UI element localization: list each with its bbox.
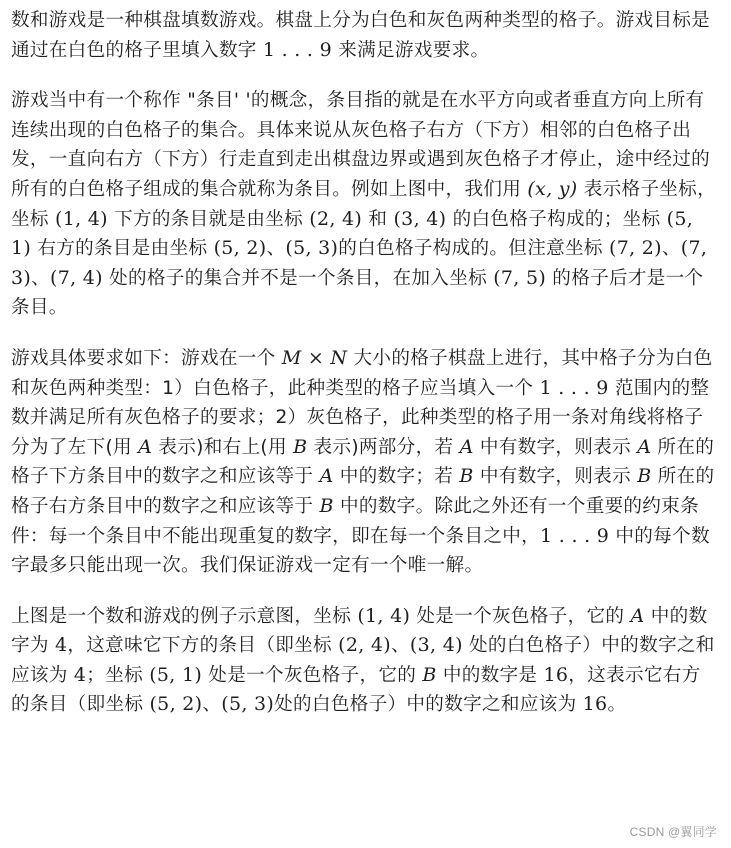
text-span: 所在的格子右方条目中的数字之和应该等于 [11,466,715,517]
text-span: 处的白色格子）中的数字之和应该为 [11,635,715,686]
text-span: 中的数字是 [436,664,544,686]
text-span: 中的数字。除此之外还有一个重要的约束条件：每一个条目中不能出现重复的数字，即在每一个条目之中， [11,495,699,547]
math-span: 1 . . . 9 [540,524,610,547]
math-span: M × N [281,346,348,369]
text-span: 数和游戏是一种棋盘填数游戏。棋盘上分为白色和灰色两种类型的格子。游戏目标是通过在白色的格子里填入数字 [11,10,711,61]
math-span: B [319,494,334,517]
math-span: (5, 1) [11,207,694,260]
text-span: 右方的条目是由坐标 [31,238,214,260]
text-span: 中有数字，则表示 [473,466,638,488]
math-span: B [293,435,308,458]
text-span: 中有数字，则表示 [473,436,638,458]
math-span: B [637,465,652,488]
text-span: 中的每个数字最多只能出现一次。我们保证游戏一定有一个唯一解。 [11,525,710,577]
text-span: 处的格子的集合并不是一个条目，在加入坐标 [102,267,494,289]
text-span: 中的数字为 [11,605,708,657]
paragraph-intro [11,6,719,65]
text-span: 中的数字；若 [333,466,460,488]
math-span: B [422,663,437,686]
math-span: (5, 1) [149,663,203,686]
math-span: (7, 3) [11,237,708,289]
text-span: 、 [391,635,410,657]
math-span: (7, 2) [609,237,662,260]
math-span: A [138,435,153,458]
math-span: (5, 3) [221,693,275,716]
text-span: 、 [661,238,681,260]
math-span: (7, 4) [50,266,103,289]
text-span: 表示)和右上(用 [152,436,294,458]
math-span: 4 [73,663,87,686]
text-span: ；坐标 [86,664,150,686]
text-span: 、 [202,694,222,716]
math-span: A [459,435,474,458]
csdn-watermark: CSDN @翼同学 [629,825,717,839]
text-span: ，这表示它右方的条目（即坐标 [11,664,701,716]
text-span: 的格子后才是一个条目。 [11,267,704,319]
math-span: 16 [543,663,569,686]
math-span: (1, 4) [55,207,108,230]
math-span: (5, 2) [213,237,267,260]
text-span: 、 [266,238,286,260]
text-span: 的白色格子构成的；坐标 [446,208,667,230]
text-span: 表示)两部分，若 [307,436,460,458]
text-span: 处的白色格子）中的数字之和应该为 [274,694,583,716]
text-span: 表示格子坐标，坐标 [11,178,716,230]
math-span: B [459,465,474,488]
text-span: 大小的格子棋盘上进行，其中格子分为白色和灰色两种类型：1）白色格子，此种类型的格子应当填入一个 [11,347,713,399]
math-span: (x, y) [527,177,578,200]
text-span: 范围内的整数并满足所有灰色格子的要求；2）灰色格子，此种类型的格子用一条对角线将格子分为了左下(用 [11,377,710,458]
text-span: 游戏具体要求如下：游戏在一个 [11,347,282,369]
text-span: 、 [31,267,51,289]
math-span: 1 . . . 9 [539,376,609,399]
text-span: 。 [607,694,627,716]
text-span: 处是一个灰色格子，它的 [410,605,631,627]
math-span: (1, 4) [357,604,411,627]
text-span: 来满足游戏要求。 [332,39,490,61]
math-span: A [319,465,334,488]
math-span: 4 [55,634,68,657]
math-span: (2, 4) [309,207,363,230]
paragraph-rules [11,344,719,581]
text-span: 的白色格子构成的。但注意坐标 [338,238,609,260]
math-span: (5, 3) [285,237,339,260]
text-span: 所在的格子下方条目中的数字之和应该等于 [11,436,715,488]
text-span: ，这意味它下方的条目（即坐标 [67,635,339,657]
text-span: 处是一个灰色格子，它的 [202,664,423,686]
math-span: 16 [582,693,608,716]
text-span: 游戏当中有一个称作 "条目' '的概念，条目指的就是在水平方向或者垂直方向上所有连续出现的白色格子的集合。具体来说从灰色格子右方（下方）相邻的白色格子出发，一直向右方（下方）行走直到走出棋盘边界或遇到灰色格子才停止，途中经过的所有的白色格子组成的集合就称为条目。例如上图中，我们用 [11,90,711,200]
math-span: 1 . . . 9 [262,38,332,61]
paragraph-example [11,602,719,720]
math-span: (3, 4) [409,634,463,657]
math-span: (2, 4) [338,634,392,657]
paragraph-entry-concept [11,86,719,323]
math-span: A [630,604,645,627]
text-span: 和 [362,208,394,230]
text-span: 上图是一个数和游戏的例子示意图，坐标 [11,605,358,627]
math-span: A [637,435,652,458]
math-span: (7, 5) [493,266,547,289]
math-span: (5, 2) [149,693,203,716]
text-span: 下方的条目就是由坐标 [107,208,310,230]
math-span: (3, 4) [393,207,447,230]
